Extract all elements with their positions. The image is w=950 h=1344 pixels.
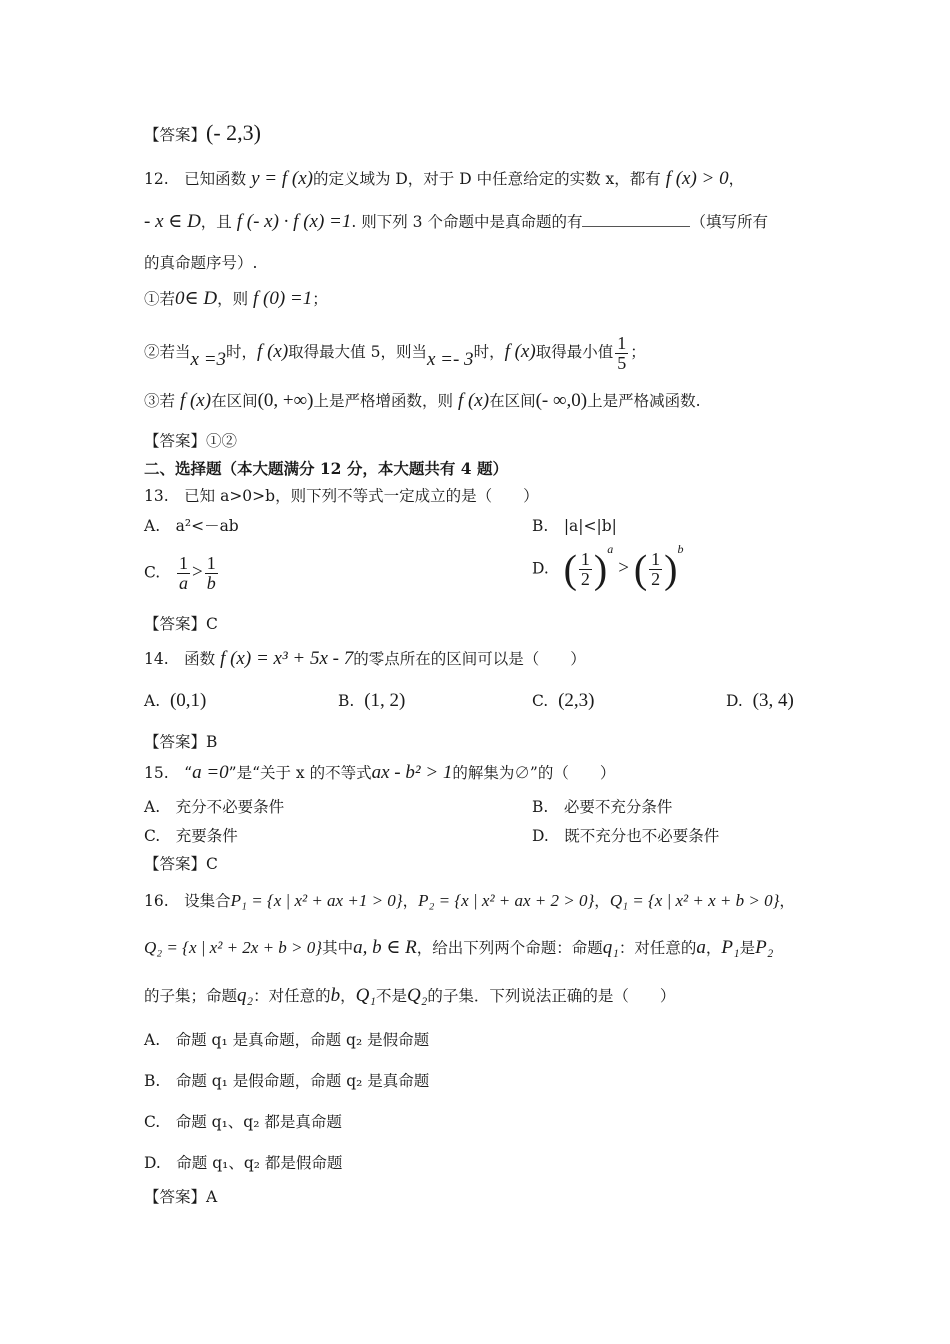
answer-label: 【答案】 (144, 615, 207, 633)
q16-line-3 (144, 985, 675, 1007)
numerator: 1 (206, 553, 216, 573)
answer-value: C (206, 855, 218, 873)
q12-text: （填写所有 (690, 213, 768, 231)
denominator: b (206, 573, 216, 593)
answer-value: (- 2,3) (206, 120, 261, 145)
q12-line-2 (144, 211, 768, 233)
answer-value: B (206, 733, 218, 751)
math-expr: a (696, 937, 706, 958)
denominator: 5 (617, 352, 627, 373)
math-expr: f (x) = x³ + 5x - 7 (220, 648, 354, 669)
q15-stem (144, 762, 615, 784)
answer-q11 (144, 122, 261, 146)
q12-text: 的定义域为 D，对于 D 中任意给定的实数 x，都有 (312, 170, 666, 188)
option-label: D. (726, 692, 743, 710)
denominator: a (179, 573, 189, 593)
q16-text: 是 (739, 939, 756, 957)
q16-text: ， (340, 987, 356, 1005)
q12-text: 上是严格减函数. (587, 392, 701, 410)
answer-q14 (144, 731, 217, 753)
math-expr: (1, 2) (364, 690, 406, 711)
numerator: 1 (179, 553, 189, 573)
q13-stem: 13. 已知 a>0>b，则下列不等式一定成立的是（ ） (144, 487, 539, 505)
q13-option-a: A. a²<－ab (144, 517, 239, 535)
q12-text: 取得最大值 5，则当 (288, 343, 427, 361)
math-expr: f (x) (504, 341, 536, 362)
q14-option-b (338, 690, 405, 712)
math-expr: q₁ (602, 937, 619, 958)
q16-text: ：对任意的 (618, 939, 697, 957)
q13-option-d (532, 542, 684, 592)
math-expr: f (x) (257, 341, 289, 362)
answer-value: C (206, 615, 218, 633)
math-expr: y = f (x) (251, 168, 313, 189)
numerator: 1 (580, 549, 590, 569)
option-label: D. (532, 559, 549, 578)
math-expr: f (- x) · f (x) =1 (236, 211, 352, 232)
fraction (649, 550, 662, 589)
q12-text: 12. 已知函数 (144, 170, 252, 188)
math-expr: P₁ (721, 937, 740, 958)
answer-label: 【答案】 (144, 733, 207, 751)
q12-text: . 则下列 3 个命题中是真命题的有 (351, 213, 583, 231)
section-heading: 二、选择题（本大题满分 12 分，本大题共有 4 题） (144, 459, 508, 478)
math-expr: (0, +∞) (257, 390, 314, 411)
q15-text: 的解集为∅”的（ ） (452, 764, 616, 782)
q12-text: ②若当 (144, 343, 191, 361)
left-paren: ( (563, 546, 577, 592)
option-label: B. (338, 692, 355, 710)
left-paren: ( (633, 546, 648, 592)
fraction (177, 554, 190, 593)
q16-text: ：对任意的 (253, 987, 331, 1005)
option-label: A. (144, 692, 161, 710)
math-expr: > (192, 561, 203, 583)
answer-q12 (144, 430, 237, 452)
math-expr: f (x) > 0 (665, 168, 729, 189)
answer-label: 【答案】 (144, 855, 207, 873)
math-expr: 0∈ D (175, 288, 218, 309)
math-expr: Q₂ (407, 985, 428, 1006)
answer-blank[interactable] (582, 212, 690, 227)
q14-option-c (532, 690, 595, 712)
q12-text: 时， (473, 343, 505, 361)
fraction (579, 550, 592, 589)
q12-text: ； (312, 290, 328, 308)
q12-text: 在区间 (489, 392, 536, 410)
answer-q13 (144, 613, 218, 635)
q16-option-a: A. 命题 q₁ 是真命题，命题 q₂ 是假命题 (144, 1031, 430, 1049)
math-expr: q₂ (237, 985, 254, 1006)
q12-text: 取得最小值 (535, 343, 614, 361)
exponent: b (677, 542, 684, 557)
fraction (205, 554, 218, 593)
q16-text: 的子集；命题 (144, 987, 238, 1005)
answer-label: 【答案】 (144, 1188, 207, 1206)
right-paren: ) (593, 546, 608, 592)
q16-option-c: C. 命题 q₁、q₂ 都是真命题 (144, 1113, 342, 1131)
q16-text: ， (594, 892, 610, 910)
right-paren: ) (664, 546, 678, 592)
q16-text: ， (779, 892, 795, 910)
math-expr: b (330, 985, 341, 1006)
q16-text: ， (705, 939, 722, 957)
q15-text: 15. “ (144, 764, 193, 782)
numerator: 1 (617, 332, 627, 353)
q12-text: 上是严格增函数，则 (313, 392, 458, 410)
math-expr: f (x) (457, 390, 490, 411)
q13-option-b: B. |a|<|b| (532, 517, 617, 535)
math-expr: x =- 3 (426, 349, 474, 370)
answer-label: 【答案】 (144, 432, 207, 450)
math-expr: > (618, 557, 629, 579)
q12-statement-3 (144, 390, 701, 412)
q14-option-d (726, 690, 794, 712)
math-expr: a =0 (192, 762, 229, 783)
math-expr: f (x) (179, 390, 212, 411)
math-expr: Q₁ (355, 985, 376, 1006)
q12-text: ①若 (144, 290, 176, 308)
option-label: C. (532, 692, 549, 710)
answer-q15 (144, 853, 218, 875)
q14-text: 14. 函数 (144, 650, 221, 668)
q16-text: 不是 (375, 987, 407, 1005)
answer-label: 【答案】 (144, 126, 207, 144)
math-expr: (- ∞,0) (535, 390, 588, 411)
q12-text: ，且 (200, 213, 237, 231)
math-expr: ax - b² > 1 (371, 762, 453, 783)
q16-text: 其中 (322, 939, 354, 957)
answer-q16 (144, 1186, 217, 1208)
q13-option-c (144, 554, 220, 593)
math-expr: (3, 4) (752, 690, 794, 711)
q16-option-b: B. 命题 q₁ 是假命题，命题 q₂ 是真命题 (144, 1072, 430, 1090)
q15-option-c: C. 充要条件 (144, 827, 238, 845)
math-expr: x =3 (190, 349, 227, 370)
q16-text: 的子集．下列说法正确的是（ ） (427, 987, 676, 1005)
exponent: a (607, 542, 614, 557)
q15-text: ”是“关于 x 的不等式 (228, 764, 372, 782)
q12-text: ， (728, 170, 745, 188)
math-expr: P₁ = {x | x² + ax +1 > 0} (230, 891, 403, 910)
math-expr: (2,3) (558, 690, 595, 711)
option-label: C. (144, 563, 161, 582)
q16-line-2 (144, 937, 773, 959)
math-expr: P₂ (755, 937, 774, 958)
math-expr: P₂ = {x | x² + ax + 2 > 0} (418, 891, 595, 910)
math-expr: Q₂ = {x | x² + 2x + b > 0} (144, 938, 323, 957)
q16-option-d: D. 命题 q₁、q₂ 都是假命题 (144, 1154, 343, 1172)
q16-text: ，给出下列两个命题：命题 (416, 939, 603, 957)
math-expr: a, b ∈ R (353, 937, 417, 958)
q12-line-3 (144, 252, 257, 274)
answer-value: A (206, 1188, 218, 1206)
q15-option-d: D. 既不充分也不必要条件 (532, 827, 720, 845)
q12-text: ③若 (144, 392, 180, 410)
q16-text: 16. 设集合 (144, 892, 231, 910)
math-expr: - x ∈ D (144, 211, 201, 232)
fraction (615, 334, 628, 373)
q12-text: ，则 (217, 290, 253, 308)
q15-option-a: A. 充分不必要条件 (144, 798, 285, 816)
math-expr: f (0) =1 (253, 288, 313, 309)
q14-stem (144, 648, 586, 670)
q12-text: 时， (226, 343, 258, 361)
q15-option-b: B. 必要不充分条件 (532, 798, 673, 816)
q14-option-a (144, 690, 206, 712)
math-expr: Q₁ = {x | x² + x + b > 0} (609, 891, 780, 910)
q12-text: ； (630, 343, 646, 361)
q12-text: 在区间 (211, 392, 258, 410)
denominator: 2 (651, 569, 661, 589)
math-expr: (0,1) (169, 690, 207, 711)
numerator: 1 (651, 549, 661, 569)
q16-line-1 (144, 890, 795, 912)
q16-text: ， (402, 892, 419, 910)
denominator: 2 (580, 569, 590, 589)
q12-statement-1 (144, 288, 328, 310)
q14-text: 的零点所在的区间可以是（ ） (353, 650, 586, 668)
answer-value: ①② (206, 432, 238, 450)
q12-statement-2 (144, 332, 646, 373)
q12-text: 的真命题序号）. (144, 254, 258, 272)
q12-line-1 (144, 168, 744, 190)
